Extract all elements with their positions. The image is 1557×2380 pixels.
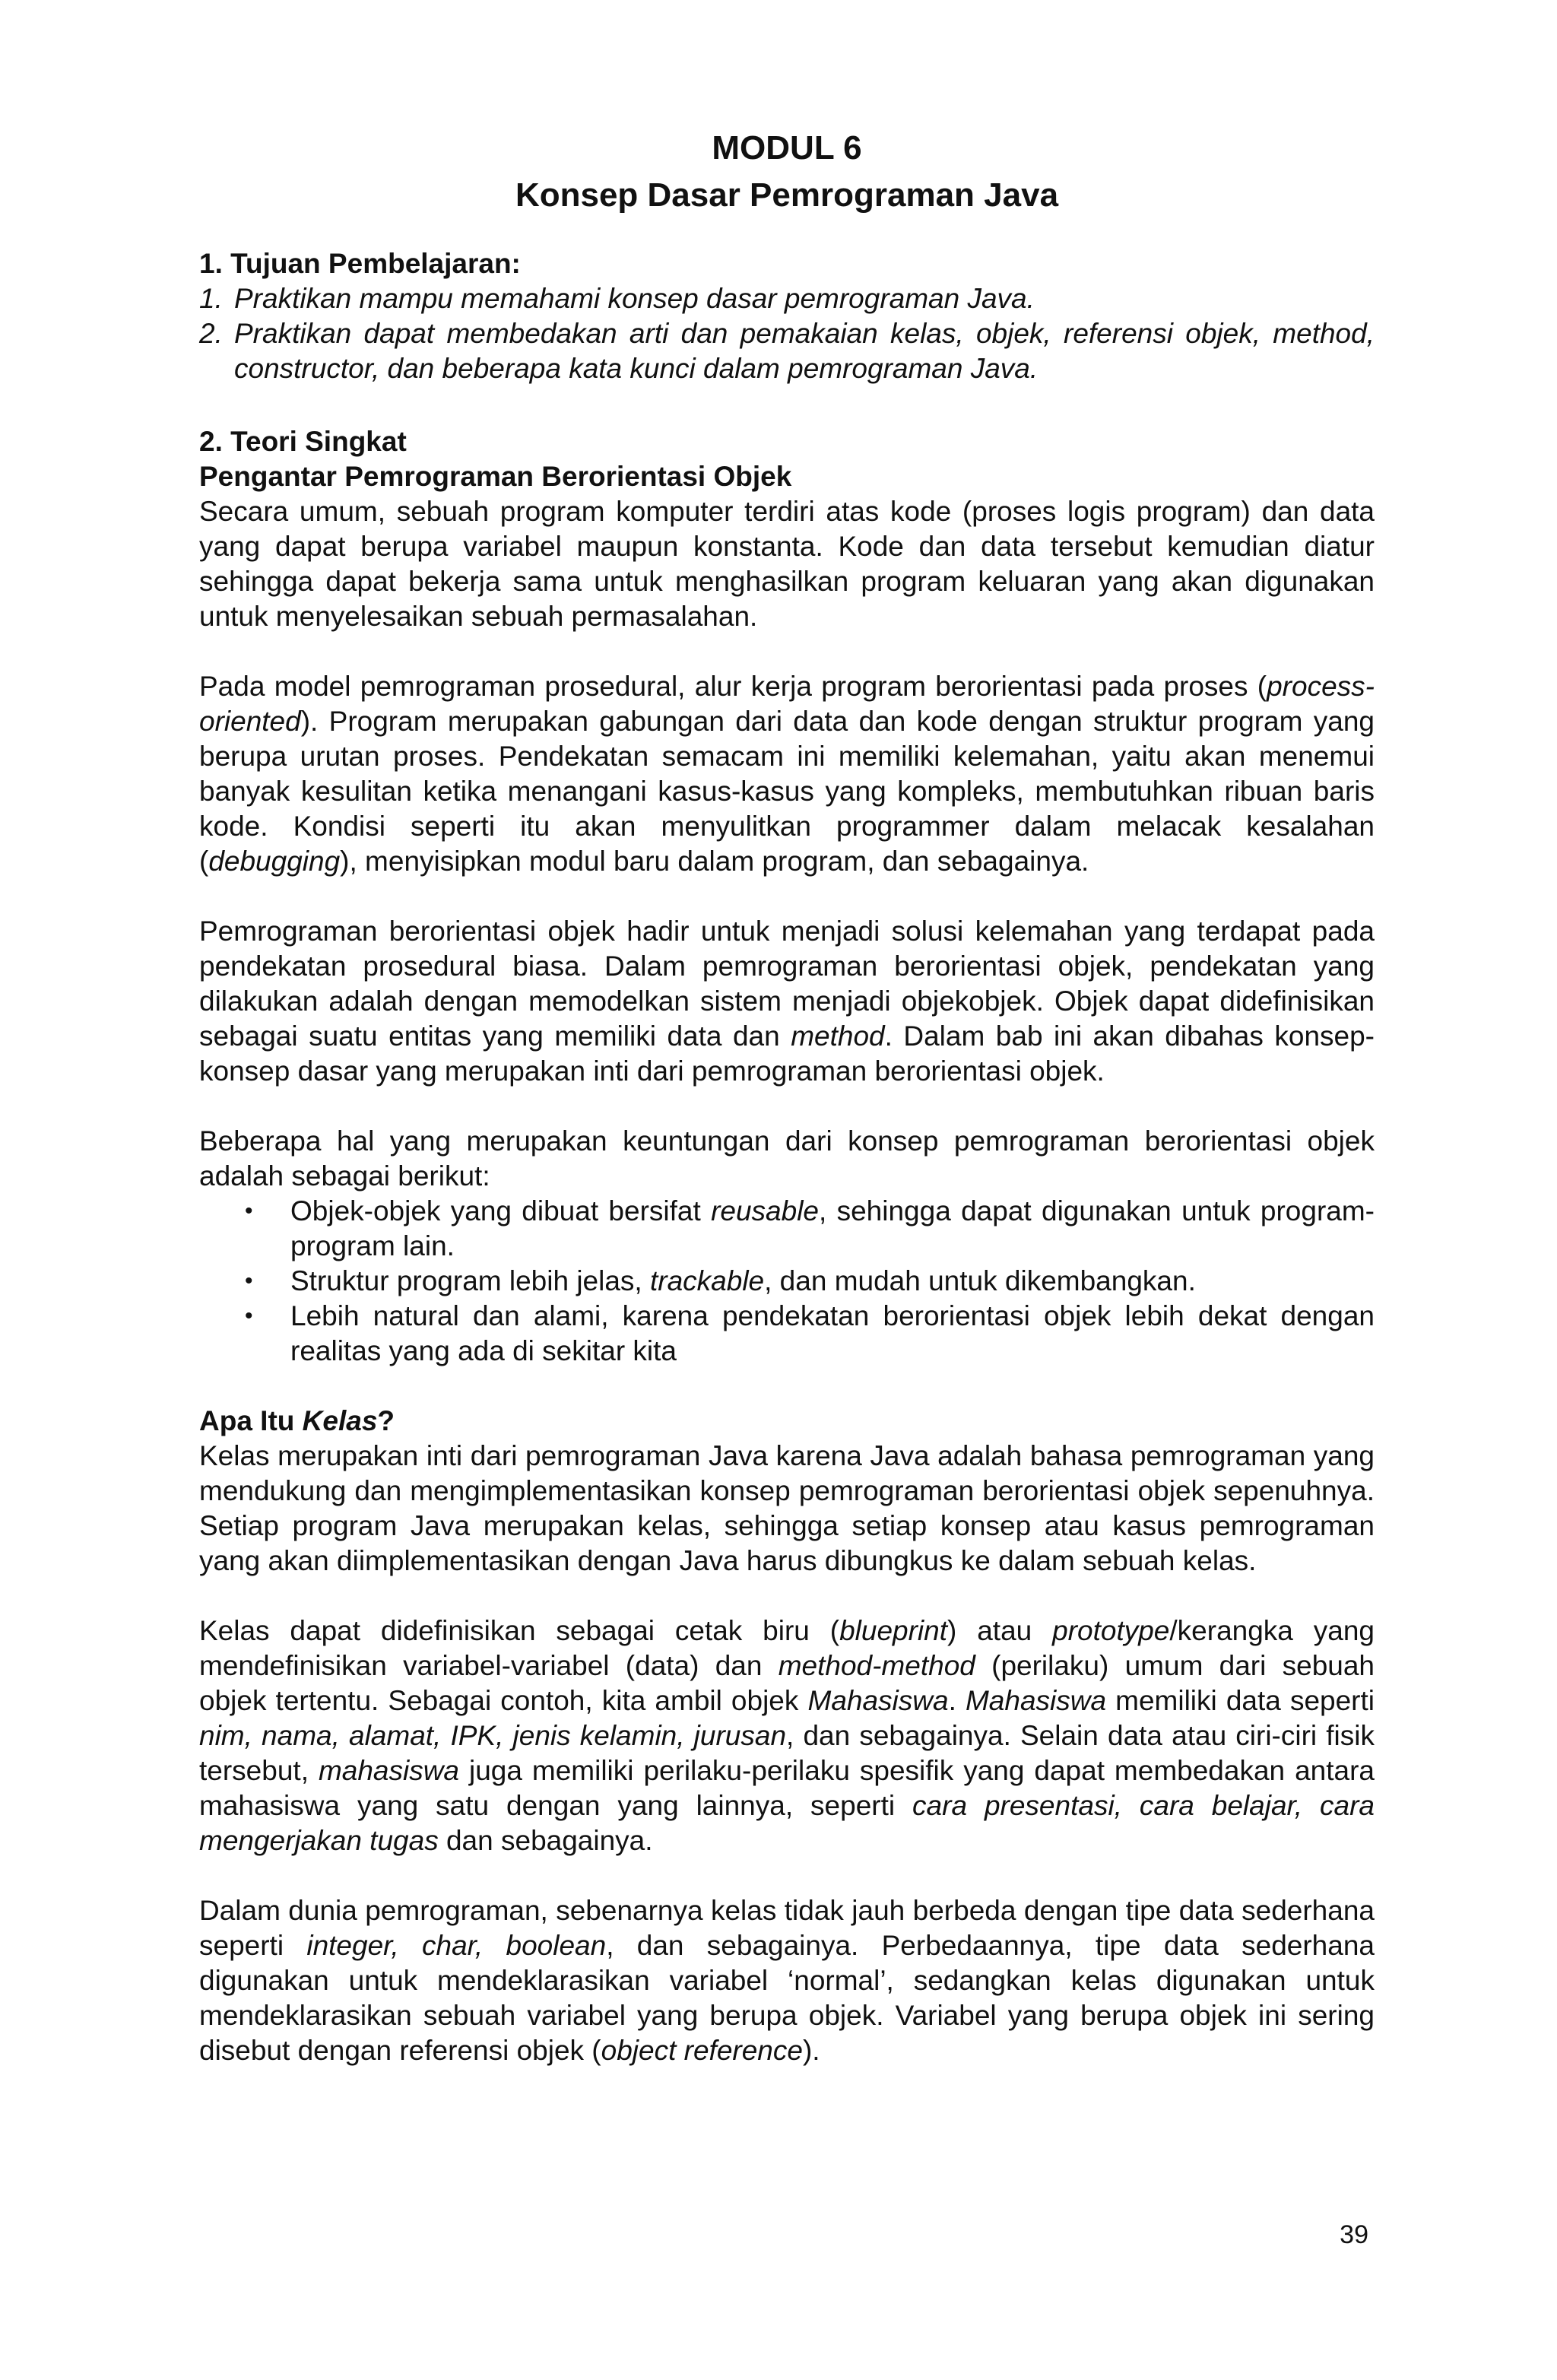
italic-term: Mahasiswa bbox=[807, 1685, 949, 1716]
list-number: 1. bbox=[199, 283, 223, 314]
italic-term: prototype bbox=[1052, 1615, 1170, 1646]
italic-term: object reference bbox=[601, 2035, 803, 2066]
italic-term: mahasiswa bbox=[318, 1755, 460, 1786]
document-page bbox=[199, 122, 1375, 2068]
text-run: . Dalam bab ini akan dibahas konsep-konsep dasar yang merupakan inti dari pemrograman berorientasi objek. bbox=[199, 1020, 1375, 1087]
text-run: juga memiliki perilaku-perilaku spesifik yang dapat membedakan antara mahasiswa yang satu dengan yang lainnya, seperti bbox=[199, 1755, 1375, 1821]
text-run: dan sebagainya. bbox=[438, 1825, 653, 1856]
italic-term: reusable bbox=[711, 1195, 819, 1226]
text-run: Dalam dunia pemrograman, sebenarnya kelas tidak jauh berbeda dengan tipe data sederhana seperti bbox=[199, 1895, 1375, 1961]
italic-term: nim, nama, alamat, IPK, jenis kelamin, jurusan bbox=[199, 1720, 787, 1751]
list-item bbox=[199, 281, 1375, 316]
text-run: Apa Itu bbox=[199, 1405, 303, 1436]
text-run: ), menyisipkan modul baru dalam program, dan sebagainya. bbox=[340, 846, 1089, 877]
module-label: MODUL 6 bbox=[712, 129, 862, 167]
page-title: Konsep Dasar Pemrograman Java bbox=[515, 176, 1059, 214]
italic-term: process-oriented bbox=[199, 671, 1375, 737]
italic-term: Kelas bbox=[302, 1405, 378, 1436]
italic-term: integer, char, boolean bbox=[306, 1930, 607, 1961]
list-item bbox=[199, 1264, 1375, 1299]
italic-term: Mahasiswa bbox=[965, 1685, 1107, 1716]
text-run: Kelas dapat didefinisikan sebagai cetak biru ( bbox=[199, 1615, 840, 1646]
section-heading-tujuan: 1. Tujuan Pembelajaran: bbox=[199, 248, 521, 279]
italic-term: method-method bbox=[778, 1650, 975, 1681]
page-number: 39 bbox=[1340, 2220, 1368, 2249]
paragraph bbox=[199, 1614, 1375, 1858]
text-run: Lebih natural dan alami, karena pendekatan berorientasi objek lebih dekat dengan realitas yang ada di sekitar kita bbox=[290, 1300, 1375, 1366]
section-heading-teori: 2. Teori Singkat bbox=[199, 426, 407, 457]
paragraph bbox=[199, 669, 1375, 879]
text-run: ? bbox=[377, 1405, 395, 1436]
text-run: ). Program merupakan gabungan dari data dan kode dengan struktur program yang berupa urutan proses. Pendekatan semacam ini memiliki kelemahan, yaitu akan menemui banyak kesulitan ketika menangani kasus-kasus yang kompleks, membutuhkan ribuan baris kode. Kondisi seperti itu akan menyulitkan programmer dalam melacak kesalahan ( bbox=[199, 706, 1375, 877]
list-number: 2. bbox=[199, 318, 223, 349]
italic-term: debugging bbox=[208, 846, 341, 877]
subheading-pengantar: Pengantar Pemrograman Berorientasi Objek bbox=[199, 461, 792, 492]
italic-term: cara presentasi, cara belajar, cara mengerjakan tugas bbox=[199, 1790, 1375, 1856]
subheading-apa-itu-kelas bbox=[199, 1404, 1375, 1439]
text-run: , dan sebagainya. Selain data atau ciri-ciri fisik tersebut, bbox=[199, 1720, 1375, 1786]
paragraph: Kelas merupakan inti dari pemrograman Java karena Java adalah bahasa pemrograman yang mendukung dan mengimplementasikan konsep pemrograman berorientasi objek sepenuhnya. Setiap program Java merupakan kelas, sehingga setiap konsep atau kasus pemrograman yang akan diimplementasikan dengan Java harus dibungkus ke dalam sebuah kelas. bbox=[199, 1440, 1375, 1576]
advantages-list bbox=[199, 1194, 1375, 1369]
text-run: , dan sebagainya. Perbedaannya, tipe data sederhana digunakan untuk mendeklarasikan variabel ‘normal’, sedangkan kelas digunakan untuk mendeklarasikan sebuah variabel yang berupa objek. Variabel yang berupa objek ini sering disebut dengan referensi objek ( bbox=[199, 1930, 1375, 2066]
text-run: Objek-objek yang dibuat bersifat bbox=[290, 1195, 712, 1226]
bullet-icon: • bbox=[245, 1268, 253, 1293]
text-run: Pemrograman berorientasi objek hadir untuk menjadi solusi kelemahan yang terdapat pada pendekatan prosedural biasa. Dalam pemrograman berorientasi objek, pendekatan yang dilakukan adalah dengan memodelkan sistem menjadi objekobjek. Objek dapat didefinisikan sebagai suatu entitas yang memiliki data dan bbox=[199, 916, 1375, 1052]
list-item bbox=[199, 316, 1375, 386]
objectives-list bbox=[199, 281, 1375, 386]
paragraph bbox=[199, 1893, 1375, 2068]
text-run: /kerangka yang mendefinisikan variabel-variabel (data) dan bbox=[199, 1615, 1375, 1681]
list-item-text: Praktikan dapat membedakan arti dan pemakaian kelas, objek, referensi objek, method, constructor, dan beberapa kata kunci dalam pemrograman Java. bbox=[234, 318, 1375, 384]
text-run: Pada model pemrograman prosedural, alur kerja program berorientasi pada proses ( bbox=[199, 671, 1267, 702]
text-run: . bbox=[948, 1685, 966, 1716]
paragraph: Secara umum, sebuah program komputer terdiri atas kode (proses logis program) dan data yang dapat berupa variabel maupun konstanta. Kode dan data tersebut kemudian diatur sehingga dapat bekerja sama untuk menghasilkan program keluaran yang akan digunakan untuk menyelesaikan sebuah permasalahan. bbox=[199, 496, 1375, 632]
text-run: memiliki data seperti bbox=[1106, 1685, 1375, 1716]
text-run: (perilaku) umum dari sebuah objek tertentu. Sebagai contoh, kita ambil objek bbox=[199, 1650, 1375, 1716]
text-run: Struktur program lebih jelas, bbox=[290, 1265, 650, 1296]
list-item bbox=[199, 1299, 1375, 1369]
bullet-icon: • bbox=[245, 1303, 253, 1328]
text-run: ) atau bbox=[947, 1615, 1053, 1646]
italic-term: blueprint bbox=[839, 1615, 948, 1646]
italic-term: method bbox=[791, 1020, 885, 1052]
list-item-text: Praktikan mampu memahami konsep dasar pemrograman Java. bbox=[234, 283, 1035, 314]
bullet-icon: • bbox=[245, 1198, 253, 1223]
italic-term: trackable bbox=[649, 1265, 765, 1296]
text-run: , dan mudah untuk dikembangkan. bbox=[764, 1265, 1196, 1296]
paragraph: Beberapa hal yang merupakan keuntungan dari konsep pemrograman berorientasi objek adalah sebagai berikut: bbox=[199, 1125, 1375, 1192]
text-run: ). bbox=[802, 2035, 820, 2066]
paragraph bbox=[199, 914, 1375, 1089]
list-item bbox=[199, 1194, 1375, 1264]
text-run: , sehingga dapat digunakan untuk program-program lain. bbox=[290, 1195, 1375, 1261]
